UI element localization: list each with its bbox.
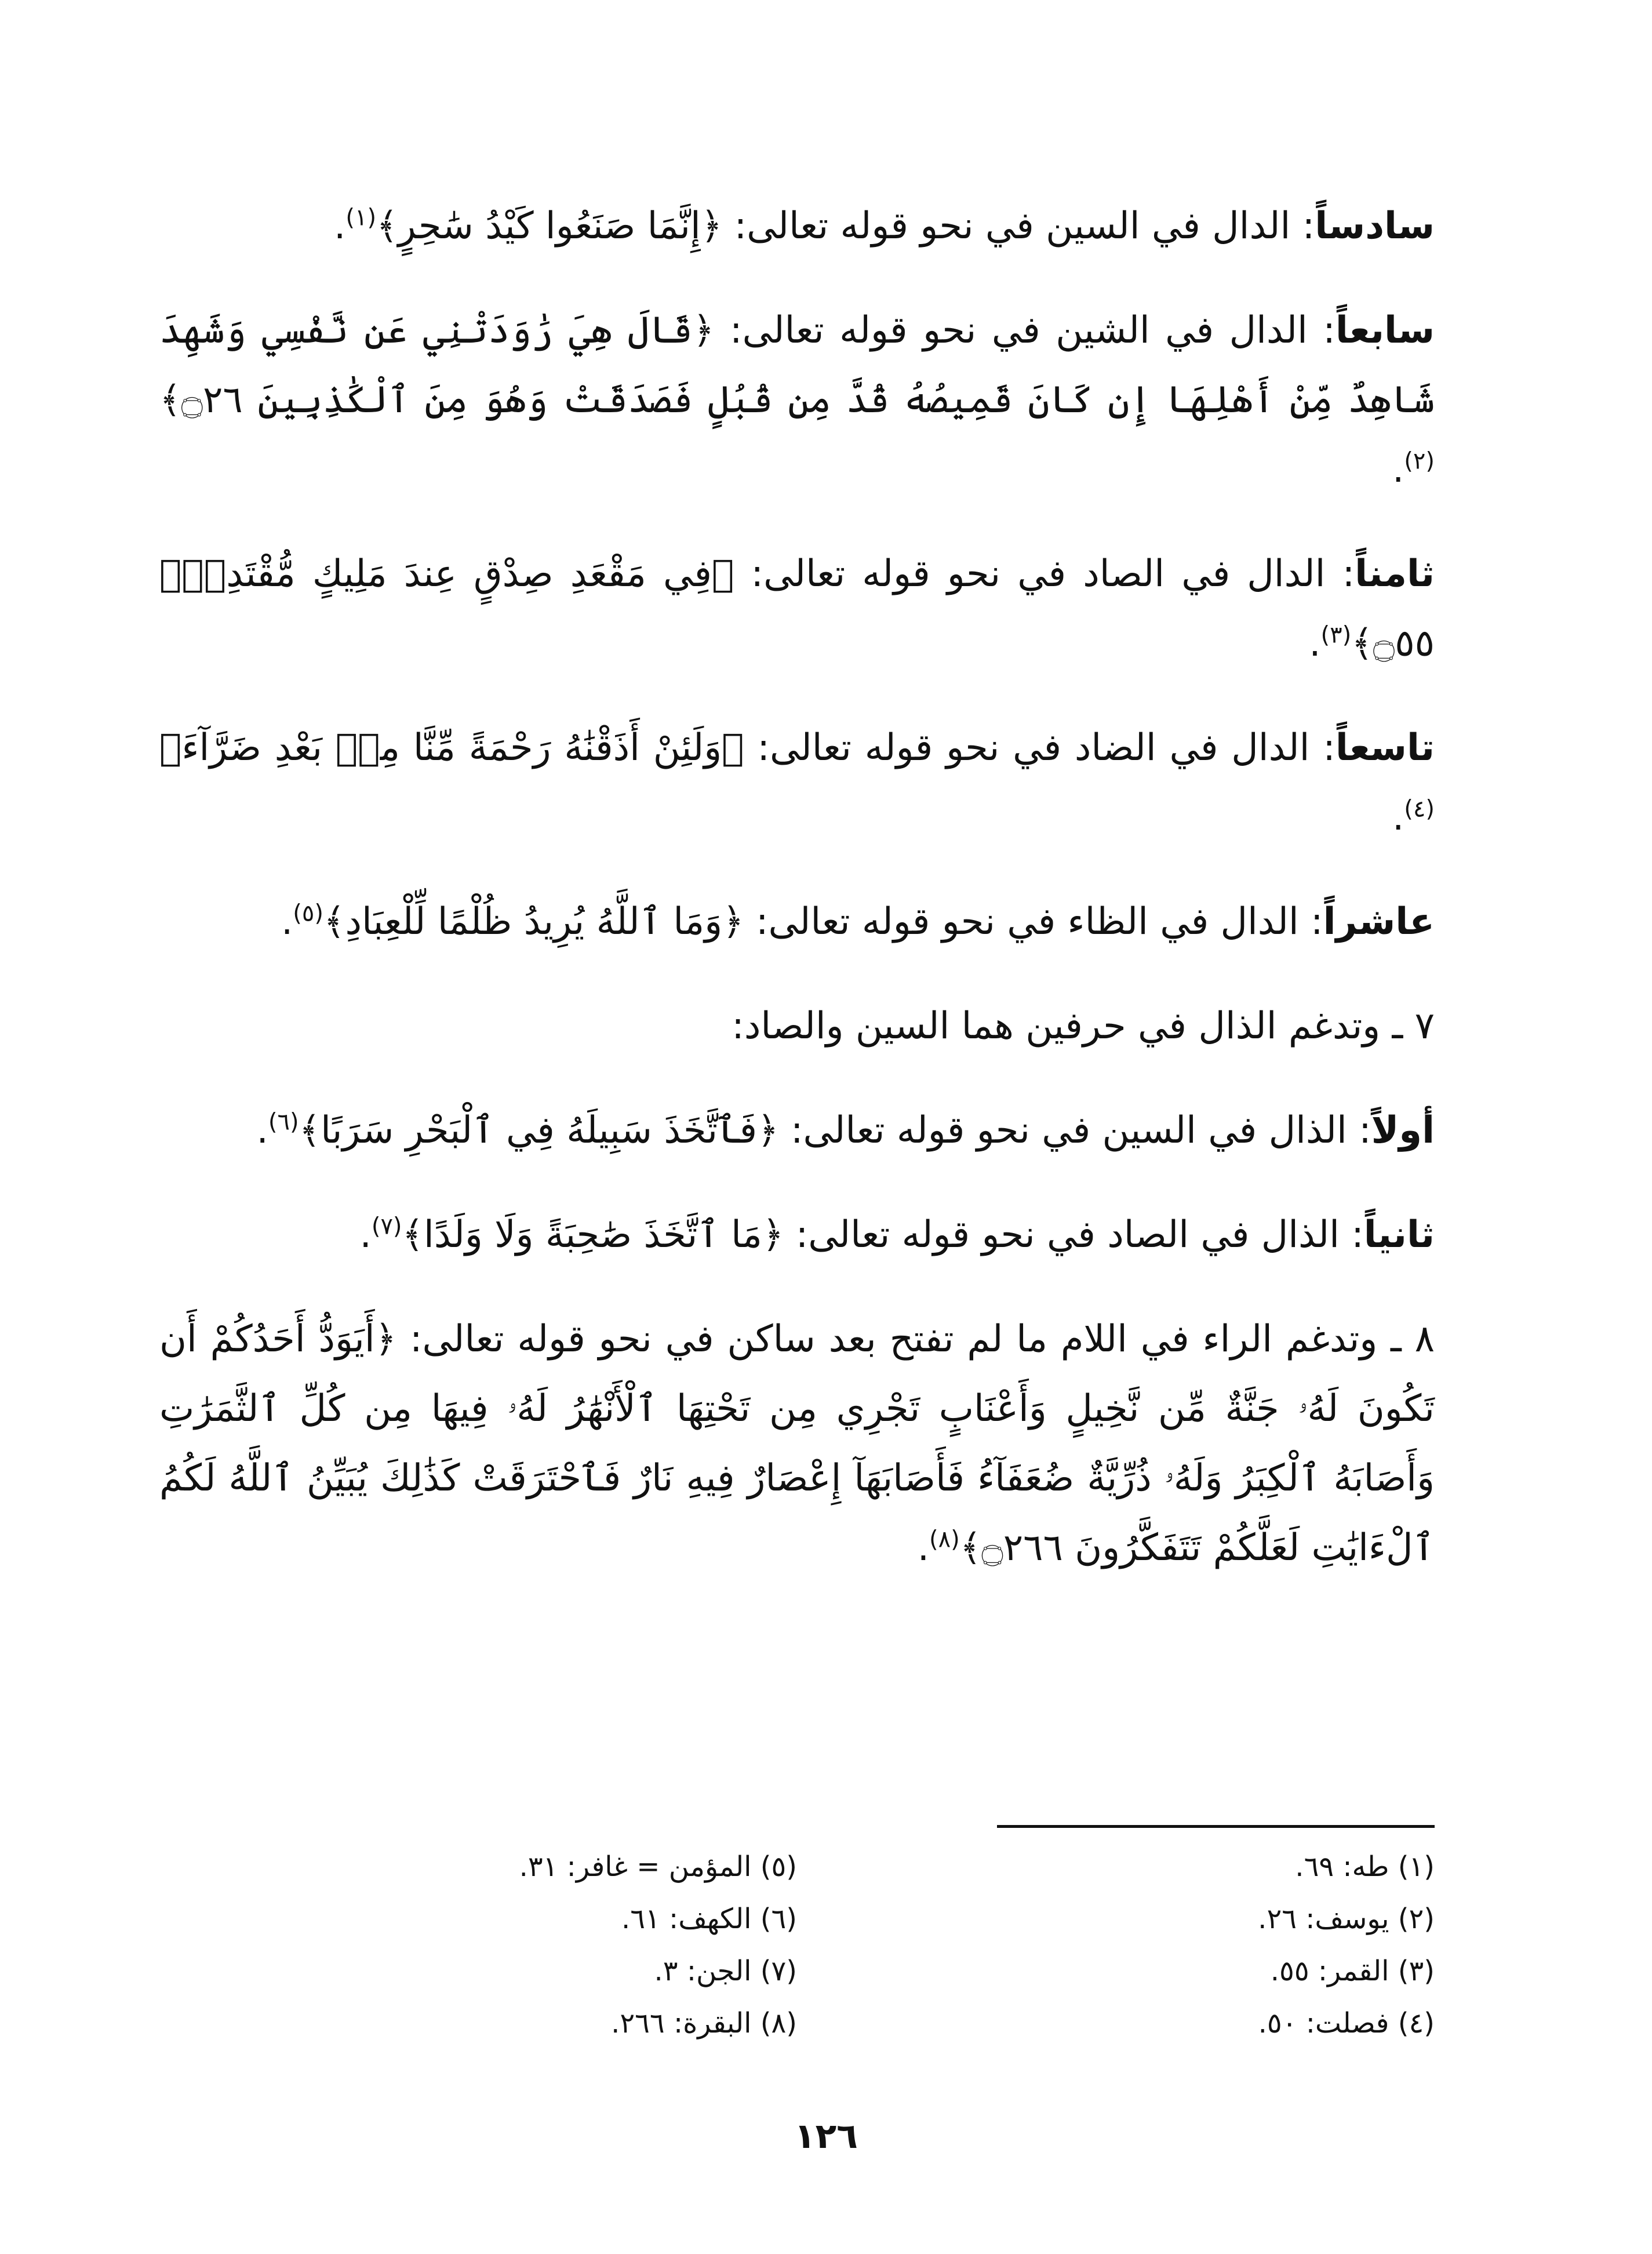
footnote-ref: (٧): [371, 1213, 402, 1240]
paragraph-lead: سادساً: [1315, 205, 1435, 248]
paragraph-section-8: [159, 1304, 1435, 1583]
paragraph-lead: عاشراً: [1323, 900, 1435, 943]
paragraph-text: : الدال في الضاد في نحو قوله تعالى:: [744, 726, 1336, 769]
footnote-ref: (١): [345, 204, 377, 231]
paragraph-tail: .: [281, 900, 293, 943]
quran-verse: ﴿وَمَا ٱللَّهُ يُرِيدُ ظُلْمًا لِّلْعِبَادِ﴾: [323, 900, 744, 943]
paragraph-section-7: [159, 991, 1435, 1061]
footnote-item: (٨) البقرة: ٢٦٦.: [611, 2007, 797, 2039]
paragraph-ninth: [159, 713, 1435, 852]
quran-verse: ﴿مَا ٱتَّخَذَ صَٰحِبَةً وَلَا وَلَدًا﴾: [402, 1213, 784, 1256]
paragraph-sixth: [159, 191, 1435, 261]
footnote-ref: (٨): [929, 1526, 960, 1553]
quran-verse: ﴿فِي مَقْعَدِ صِدْقٍ عِندَ مَلِيكٍ مُّقْتَدِرِۭ ۝٥٥﴾: [159, 552, 1435, 665]
paragraph-second: [159, 1200, 1435, 1270]
footnote-item: (٦) الكهف: ٦١.: [621, 1903, 797, 1935]
footnote-item: (٧) الجن: ٣.: [654, 1955, 797, 1987]
paragraph-tail: .: [1392, 448, 1404, 491]
footnote-ref: (٦): [268, 1108, 299, 1136]
paragraph-tenth: [159, 887, 1435, 957]
paragraph-text: : الدال في الشين في نحو قوله تعالى:: [714, 309, 1336, 352]
paragraph-lead: ثامناً: [1355, 552, 1435, 595]
quran-verse: ﴿وَلَئِنْ أَذَقْنَٰهُ رَحْمَةً مِّنَّا مِنۢ بَعْدِ ضَرَّآءَ﴾: [159, 726, 744, 769]
paragraph-tail: .: [359, 1213, 372, 1256]
footnote-divider: [997, 1825, 1435, 1828]
footnote-item: (٥) المؤمن = غافر: ٣١.: [519, 1851, 797, 1883]
paragraph-tail: .: [1309, 622, 1321, 665]
paragraph-lead: ثانياً: [1363, 1213, 1435, 1256]
paragraph-tail: .: [917, 1526, 930, 1569]
body-text: [159, 191, 1435, 1617]
footnote-item: (٣) القمر: ٥٥.: [1270, 1955, 1435, 1987]
footnote-item: (١) طه: ٦٩.: [1295, 1851, 1435, 1883]
paragraph-first: [159, 1096, 1435, 1165]
footnotes: [159, 1841, 1435, 2061]
footnote-ref: (٥): [293, 900, 323, 927]
footnote-item: (٢) يوسف: ٢٦.: [1258, 1903, 1435, 1935]
paragraph-tail: .: [334, 205, 346, 248]
quran-verse: ﴿فَٱتَّخَذَ سَبِيلَهُ فِي ٱلْبَحْرِ سَرَبًا﴾: [299, 1109, 779, 1152]
quran-verse: ﴿أَيَوَدُّ أَحَدُكُمْ أَن تَكُونَ لَهُۥ جَنَّةٌ مِّن نَّخِيلٍ وَأَعْنَابٍ تَجْرِي مِن تَحْتِهَا ٱلْأَنْهَٰرُ لَهُۥ فِيهَا مِن كُلِّ ٱلثَّمَرَٰتِ وَأَصَابَهُ ٱلْكِبَرُ وَلَهُۥ ذُرِّيَّةٌ ضُعَفَآءُ فَأَصَابَهَآ إِعْصَارٌ فِيهِ نَارٌ فَٱحْتَرَقَتْ كَذَٰلِكَ يُبَيِّنُ ٱللَّهُ لَكُمُ ٱلْءَايَٰتِ لَعَلَّكُمْ تَتَفَكَّرُونَ ۝٢٦٦﴾: [159, 1318, 1435, 1569]
paragraph-text: : الدال في الصاد في نحو قوله تعالى:: [734, 552, 1355, 595]
paragraph-text: : الذال في السين في نحو قوله تعالى:: [778, 1109, 1371, 1152]
paragraph-tail: .: [1392, 796, 1404, 839]
quran-verse: ﴿قَالَ هِيَ رَٰوَدَتْنِي عَن نَّفْسِي وَشَهِدَ شَاهِدٌ مِّنْ أَهْلِهَا إِن كَانَ قَمِيصُهُ قُدَّ مِن قُبُلٍ فَصَدَقَتْ وَهُوَ مِنَ ٱلْكَٰذِبِينَ ۝٢٦﴾: [159, 309, 1435, 421]
paragraph-text: : الذال في الصاد في نحو قوله تعالى:: [784, 1213, 1364, 1256]
paragraph-lead: أولاً: [1371, 1109, 1435, 1152]
footnote-ref: (٢): [1404, 448, 1435, 475]
page-number: ١٢٦: [794, 2116, 858, 2157]
footnote-ref: (٣): [1320, 621, 1352, 649]
quran-verse: ﴿إِنَّمَا صَنَعُوا كَيْدُ سَٰحِرٍ﴾: [376, 205, 723, 248]
paragraph-eighth: [159, 539, 1435, 678]
footnote-item: (٤) فصلت: ٥٠.: [1258, 2007, 1435, 2039]
paragraph-lead: تاسعاً: [1335, 726, 1435, 769]
footnotes-column-left: [217, 1841, 797, 2049]
paragraph-seventh: [159, 296, 1435, 504]
footnote-ref: (٤): [1404, 795, 1435, 823]
paragraph-text: : الدال في السين في نحو قوله تعالى:: [722, 205, 1315, 248]
paragraph-lead: سابعاً: [1335, 309, 1435, 352]
paragraph-text: : الدال في الظاء في نحو قوله تعالى:: [744, 900, 1323, 943]
footnotes-column-right: [855, 1841, 1435, 2049]
paragraph-text: ٨ ـ وتدغم الراء في اللام ما لم تفتح بعد ساكن في نحو قوله تعالى:: [396, 1318, 1435, 1361]
paragraph-text: ٧ ـ وتدغم الذال في حرفين هما السين والصاد:: [732, 1005, 1435, 1048]
paragraph-tail: .: [256, 1109, 268, 1152]
